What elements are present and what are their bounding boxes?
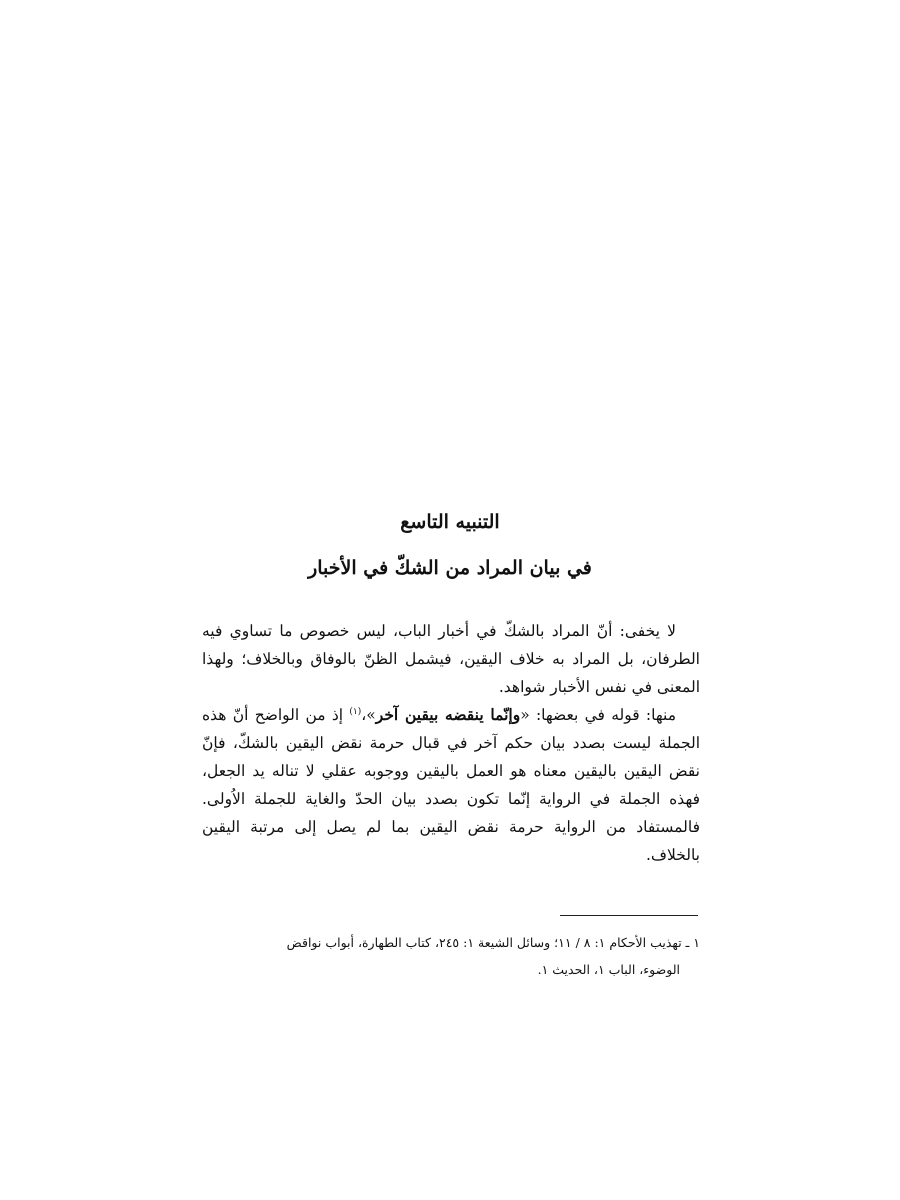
chapter-subtitle: في بيان المراد من الشكّ في الأخبار [308,557,592,579]
footnote-reference[interactable]: (١) [349,706,362,717]
paragraph-2 [202,701,700,869]
footnote-separator [560,915,698,916]
paragraph-2-lead: منها: قوله في بعضها: « [520,706,677,724]
main-text [202,617,700,869]
hadith-quote: وإنّما ينقضه بيقين آخر [375,705,521,724]
chapter-title: التنبيه التاسع [400,511,500,533]
footnote-1 [202,929,700,983]
paragraph-2-rest: إذ من الواضح أنّ هذه الجملة ليست بصدد بيان حكم آخر في قبال حرمة نقض اليقين بالشكّ، فإنّ نقض اليقين باليقين معناه هو العمل باليقين ووجوبه عقلي لا تناله يد الجعل، فهذه الجملة في الرواية إنّما تكون بصدد بيان الحدّ والغاية للجملة الاُولى. فالمستفاد من الرواية حرمة نقض اليقين بما لم يصل إلى مرتبة اليقين بالخلاف. [202,706,700,864]
footnote-1-line-1: ١ ـ تهذيب الأحكام ١: ٨ / ١١؛ وسائل الشيعة ١: ٢٤٥، كتاب الطهارة، أبواب نواقض [286,935,700,950]
hadith-quote-close: »، [361,706,376,724]
paragraph-1: لا يخفى: أنّ المراد بالشكّ في أخبار الباب، ليس خصوص ما تساوي فيه الطرفان، بل المراد به خلاف اليقين، فيشمل الظنّ بالوفاق وبالخلاف؛ ولهذا المعنى في نفس الأخبار شواهد. [202,622,700,696]
footnote-1-line-2: الوضوء، الباب ١، الحديث ١. [537,962,680,977]
